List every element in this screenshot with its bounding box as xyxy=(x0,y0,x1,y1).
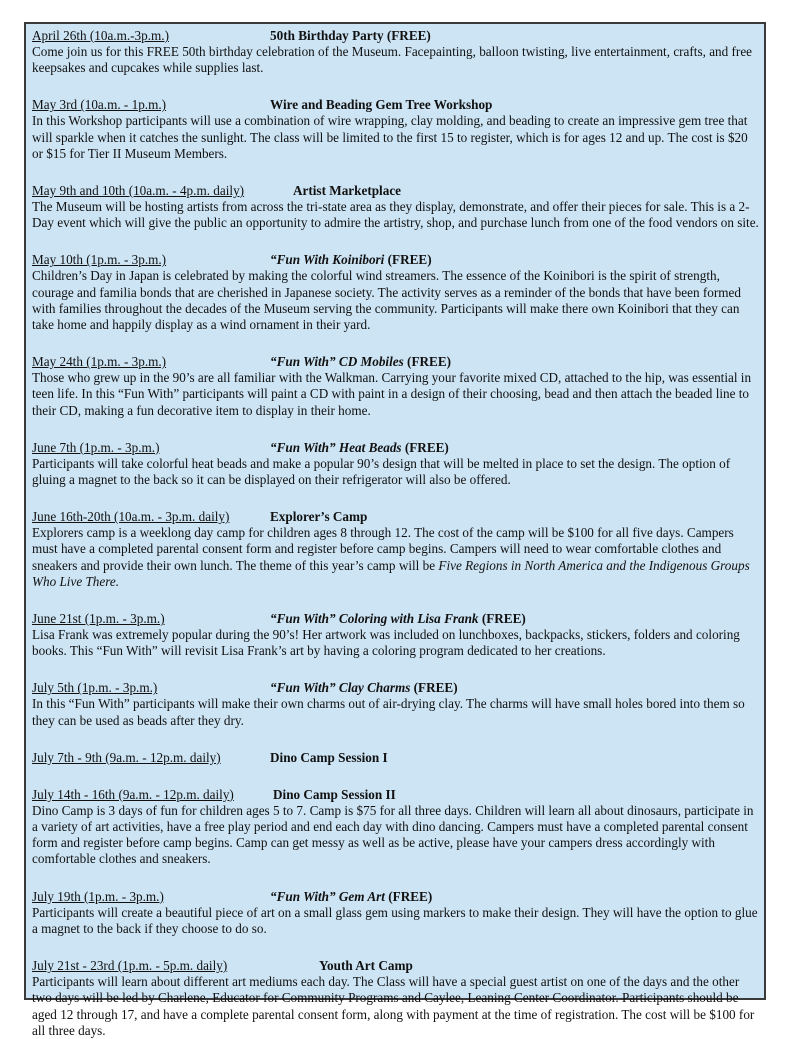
event-title-main: Youth Art Camp xyxy=(319,958,413,974)
event-header xyxy=(32,889,759,905)
event-title-main: 50th Birthday Party (FREE) xyxy=(270,28,431,43)
event-title-italic: “Fun With” CD Mobiles xyxy=(270,354,404,370)
event-title xyxy=(293,183,401,199)
event-header xyxy=(32,787,759,803)
event-description: Participants will learn about different art mediums each day. The Class will have a special guest artist on one of the days and the other two days will be led by Charlene, Educator for Community Programs and Caylee, Leaning Center Coordinator. Participants should be aged 12 through 17, and have a complete parental consent form, along with payment at the time of registration. The cost will be $100 for all three days. xyxy=(32,974,755,1038)
event-birthday-party xyxy=(32,28,759,76)
event-description: Come join us for this FREE 50th birthday celebration of the Museum. Facepainting, balloon twisting, live entertainment, crafts, and free keepsakes and cupcakes while supplies last. xyxy=(32,44,753,76)
event-date: July 14th - 16th (9a.m. - 12p.m. daily) xyxy=(32,786,234,802)
event-title-main: (FREE) xyxy=(410,680,458,696)
event-date: June 21st (1p.m. - 3p.m.) xyxy=(32,611,165,627)
event-artist-marketplace xyxy=(32,183,759,231)
event-dino-camp-2 xyxy=(32,787,759,868)
event-title-italic: “Fun With” Clay Charms xyxy=(270,680,411,696)
event-description: Participants will create a beautiful piece of art on a small glass gem using markers to make their design. They will have the option to glue a magnet to the back if they choose to do so. xyxy=(32,904,758,936)
event-header xyxy=(32,183,759,199)
event-header xyxy=(32,97,759,113)
event-title xyxy=(270,509,367,525)
event-header xyxy=(32,750,759,766)
event-header xyxy=(32,440,759,456)
event-fun-with-heat-beads xyxy=(32,440,759,488)
event-description: Those who grew up in the 90’s are all familiar with the Walkman. Carrying your favorite mixed CD, attached to the hip, was essential in teen life. In this “Fun With” participants will paint a CD with paint in a design of their choosing, bead and then attach the beaded line to their CD, making a fun decorative item to display in their home. xyxy=(32,370,752,418)
event-header xyxy=(32,509,759,525)
event-date: May 24th (1p.m. - 3p.m.) xyxy=(32,354,167,370)
event-title xyxy=(270,354,451,370)
event-header xyxy=(32,28,759,44)
event-title xyxy=(270,889,432,905)
event-description xyxy=(32,525,759,590)
event-date: May 3rd (10a.m. - 1p.m.) xyxy=(32,97,167,113)
event-title-main: (FREE) xyxy=(384,252,432,268)
event-date: July 21st - 23rd (1p.m. - 5p.m. daily) xyxy=(32,958,228,974)
event-gem-tree-workshop xyxy=(32,97,759,162)
event-title-main: (FREE) xyxy=(384,888,433,904)
event-date: May 9th and 10th (10a.m. - 4p.m. daily) xyxy=(32,183,245,199)
event-description: In this “Fun With” participants will make their own charms out of air-drying clay. The charms will have small holes bored into them so they can be used as beads after they dry. xyxy=(32,696,745,728)
event-title-main: (FREE) xyxy=(401,439,449,455)
event-title xyxy=(270,97,492,113)
event-description: In this Workshop participants will use a combination of wire wrapping, clay molding, and beading to create an impressive gem tree that will sparkle when it catches the sunlight. The class will be limited to the first 15 to register, which is for ages 12 and up. The cost is $20 or $15 for Tier II Museum Members. xyxy=(32,113,748,161)
event-title-italic: “Fun With Koinibori xyxy=(270,252,385,268)
event-description: Participants will take colorful heat beads and make a popular 90’s design that will be melted in place to set the design. The option of gluing a magnet to the back so it can be displayed on their refrigerator will also be offered. xyxy=(32,455,731,488)
event-date: July 5th (1p.m. - 3p.m.) xyxy=(32,680,158,696)
event-date: April 26th (10a.m.-3p.m.) xyxy=(32,28,169,43)
event-title-main: Wire and Beading Gem Tree Workshop xyxy=(270,97,493,113)
event-explorers-camp xyxy=(32,509,759,590)
event-date: July 7th - 9th (9a.m. - 12p.m. daily) xyxy=(32,749,221,765)
event-title xyxy=(270,28,431,44)
event-title xyxy=(270,750,388,766)
event-description: Children’s Day in Japan is celebrated by making the colorful wind streamers. The essence of the Koinibori is the spirit of strength, courage and familia bonds that are cherished in Japanese society. The activity serves as a reminder of the bonds that have been formed with families throughout the decades of the Museum serving the community. Participants will make there own Koinibori that they can take home and happily display as a wind ornament in their yard. xyxy=(32,268,741,333)
event-youth-art-camp xyxy=(32,958,759,1039)
event-title-main: Artist Marketplace xyxy=(293,183,402,199)
event-date: June 7th (1p.m. - 3p.m.) xyxy=(32,439,160,455)
event-description-theme: Five Regions in North America and the Indigenous Groups Who Live There. xyxy=(32,557,750,589)
event-date: July 19th (1p.m. - 3p.m.) xyxy=(32,888,164,904)
events-panel xyxy=(24,22,766,1038)
event-title-italic: “Fun With” Gem Art xyxy=(270,888,385,904)
event-description: The Museum will be hosting artists from across the tri-state area as they display, demonstrate, and offer their pieces for sale. This is a 2-Day event which will give the public an opportunity to admire the artistry, shop, and purchase lunch from one of the food vendors on site. xyxy=(32,199,759,231)
event-title-main: Explorer’s Camp xyxy=(270,509,368,525)
event-title xyxy=(270,611,526,627)
event-title-main: (FREE) xyxy=(478,611,526,627)
event-description: Dino Camp is 3 days of fun for children ages 5 to 7. Camp is $75 for all three days. Children will learn all about dinosaurs, participate in a variety of art activities, have a free play period and end each day with dino dancing. Campers must have a completed parental consent form and register before camp begins. Camp can get messy as well as be active, please have your campers dress accordingly with comfortable clothes and sneakers. xyxy=(32,802,754,867)
event-title xyxy=(270,252,432,268)
event-fun-with-cd-mobiles xyxy=(32,354,759,419)
event-title xyxy=(270,440,449,456)
event-dino-camp-1 xyxy=(32,750,759,766)
event-title xyxy=(270,680,458,696)
event-header xyxy=(32,611,759,627)
event-title-main: (FREE) xyxy=(403,354,452,370)
event-title-main: Dino Camp Session I xyxy=(270,749,388,765)
event-fun-with-clay-charms xyxy=(32,680,759,728)
event-description-text: Explorers camp is a weeklong day camp for children ages 8 through 12. The cost of the camp will be $100 for all five days. Campers must have a completed parental consent form and register before camp begins. Campers will need to wear comfortable clothes and sneakers and provide their own lunch. The theme of this year’s camp will be xyxy=(32,525,734,573)
event-fun-with-koinibori xyxy=(32,252,759,333)
event-title-main: Dino Camp Session II xyxy=(273,786,396,802)
event-date: June 16th-20th (10a.m. - 3p.m. daily) xyxy=(32,509,230,525)
event-header xyxy=(32,252,759,268)
event-header xyxy=(32,680,759,696)
event-title-italic: “Fun With” Coloring with Lisa Frank xyxy=(270,611,479,627)
event-header xyxy=(32,354,759,370)
event-date: May 10th (1p.m. - 3p.m.) xyxy=(32,252,167,268)
event-fun-with-gem-art xyxy=(32,889,759,937)
event-title xyxy=(273,787,396,803)
event-fun-with-lisa-frank xyxy=(32,611,759,659)
event-description: Lisa Frank was extremely popular during the 90’s! Her artwork was included on lunchboxes, backpacks, stickers, folders and coloring books. This “Fun With” will revisit Lisa Frank’s art by having a coloring program dedicated to her creations. xyxy=(32,627,740,659)
event-header xyxy=(32,958,759,974)
event-title xyxy=(319,958,413,974)
event-title-italic: “Fun With” Heat Beads xyxy=(270,439,402,455)
